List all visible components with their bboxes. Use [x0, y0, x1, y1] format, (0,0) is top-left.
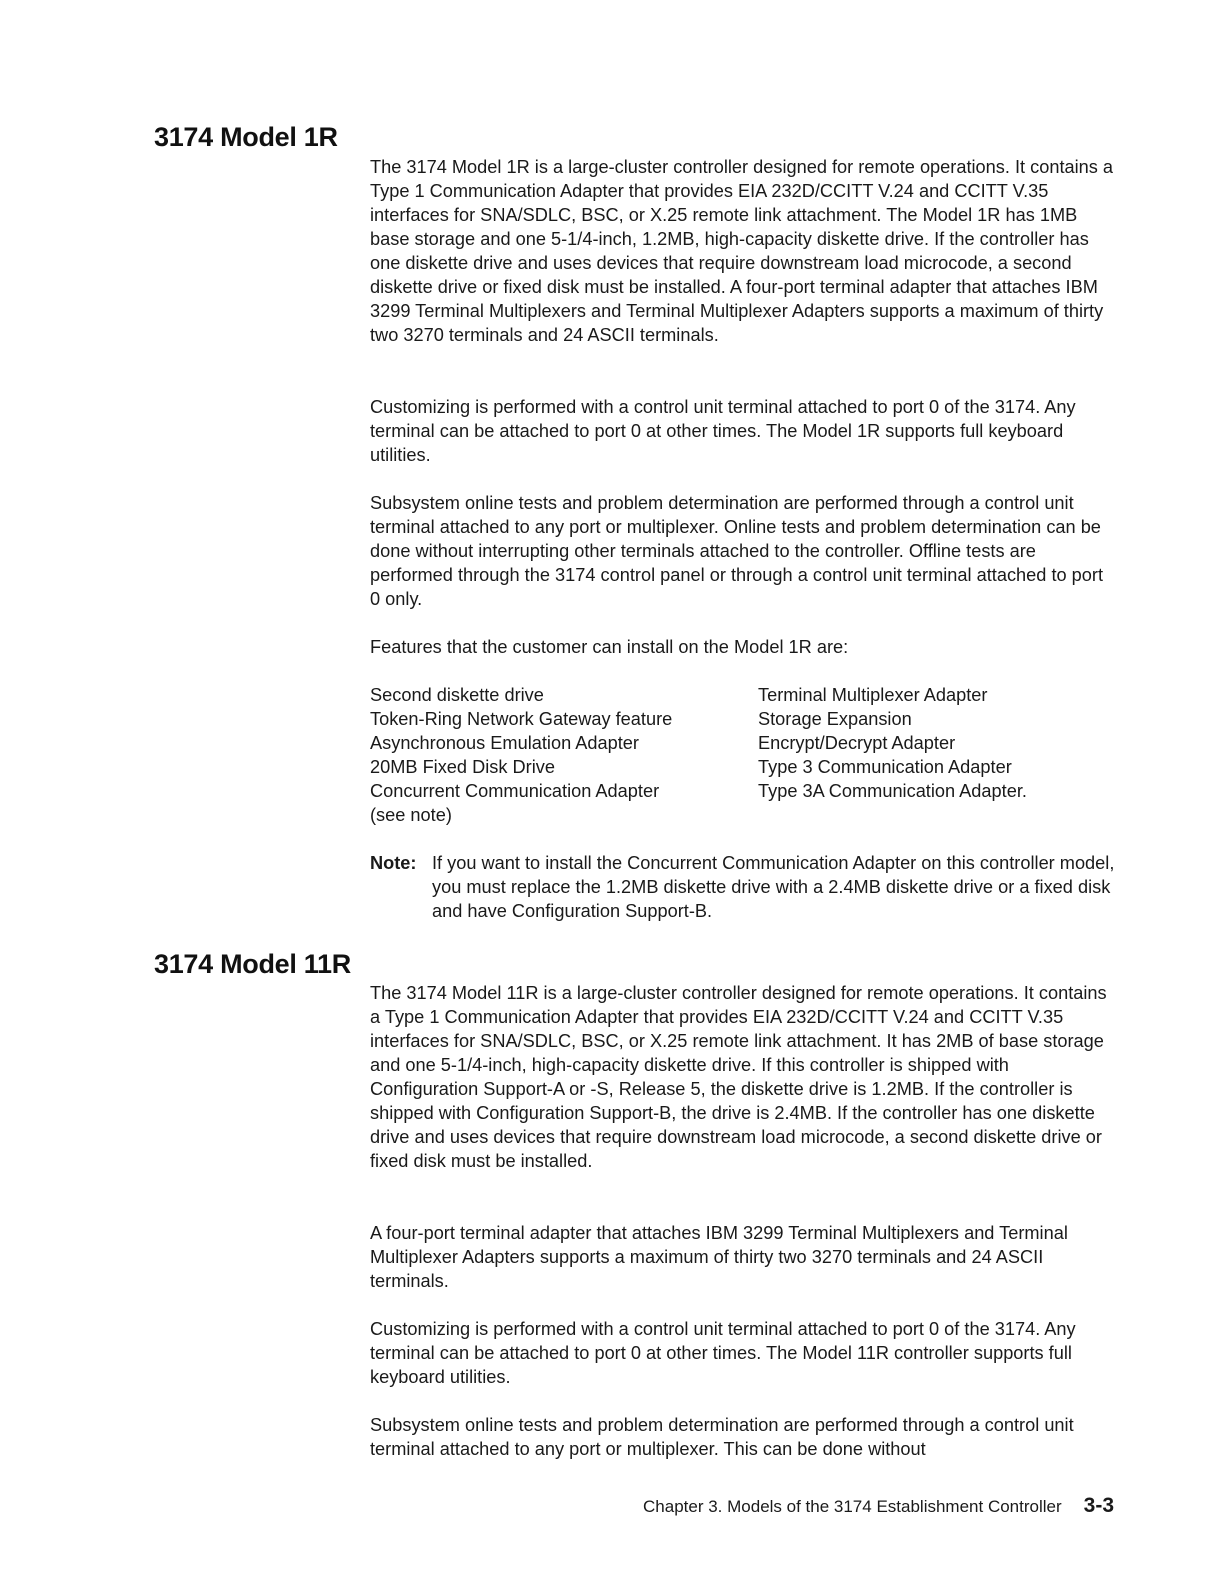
feature-item: 20MB Fixed Disk Drive	[370, 757, 555, 777]
feature-item: Token-Ring Network Gateway feature	[370, 709, 673, 729]
feature-item: Storage Expansion	[758, 709, 912, 729]
features-list	[370, 683, 1118, 827]
feature-item: Terminal Multiplexer Adapter	[758, 685, 988, 705]
features-column-left	[370, 683, 758, 827]
section-body-model-11r	[370, 981, 1118, 1461]
note-text: If you want to install the Concurrent Communication Adapter on this controller model, you must replace the 1.2MB diskette drive with a 2.4MB diskette drive or a fixed disk and have Configuration Support-B.	[432, 853, 1115, 921]
feature-item: Asynchronous Emulation Adapter	[370, 733, 639, 753]
note-label: Note:	[370, 853, 417, 873]
feature-item: Type 3A Communication Adapter.	[758, 781, 1027, 801]
section-heading-model-11r: 3174 Model 11R	[154, 949, 351, 979]
feature-item: Encrypt/Decrypt Adapter	[758, 733, 956, 753]
paragraph: Features that the customer can install on the Model 1R are:	[370, 637, 849, 657]
feature-item: Type 3 Communication Adapter	[758, 757, 1012, 777]
section-body-model-1r	[370, 155, 1118, 923]
paragraph: Customizing is performed with a control unit terminal attached to port 0 of the 3174. Any terminal can be attached to port 0 at other times. The Model 11R controller supports full keyboard utilities.	[370, 1319, 1076, 1387]
paragraph: Subsystem online tests and problem determination are performed through a control unit terminal attached to any port or multiplexer. This can be done without	[370, 1415, 1074, 1459]
feature-item: Second diskette drive	[370, 685, 544, 705]
paragraph: Subsystem online tests and problem determination are performed through a control unit terminal attached to any port or multiplexer. Online tests and problem determination can be done without interrupting other terminals attached to the controller. Offline tests are performed through the 3174 control panel or through a control unit terminal attached to port 0 only.	[370, 493, 1104, 609]
features-column-right	[758, 683, 1027, 827]
feature-item: Concurrent Communication Adapter	[370, 781, 660, 801]
page-footer	[643, 1494, 1114, 1518]
paragraph: The 3174 Model 1R is a large-cluster controller designed for remote operations. It contains a Type 1 Communication Adapter that provides EIA 232D/CCITT V.24 and CCITT V.35 interfaces for SNA/SDLC, BSC, or X.25 remote link attachment. The Model 1R has 1MB base storage and one 5-1/4-inch, 1.2MB, high-capacity diskette drive. If the controller has one diskette drive and uses devices that require downstream load microcode, a second diskette drive or fixed disk must be installed. A four-port terminal adapter that attaches IBM 3299 Terminal Multiplexers and Terminal Multiplexer Adapters supports a maximum of thirty two 3270 terminals and 24 ASCII terminals.	[370, 157, 1114, 345]
paragraph: Customizing is performed with a control unit terminal attached to port 0 of the 3174. Any terminal can be attached to port 0 at other times. The Model 1R supports full keyboard utilities.	[370, 397, 1076, 465]
paragraph: A four-port terminal adapter that attaches IBM 3299 Terminal Multiplexers and Terminal Multiplexer Adapters supports a maximum of thirty two 3270 terminals and 24 ASCII terminals.	[370, 1223, 1068, 1291]
feature-item: (see note)	[370, 805, 452, 825]
note	[370, 851, 1118, 923]
page-number: 3-3	[1083, 1494, 1114, 1517]
section-heading-model-1r: 3174 Model 1R	[154, 122, 338, 152]
footer-chapter-title: Chapter 3. Models of the 3174 Establishment Controller	[643, 1497, 1062, 1516]
paragraph: The 3174 Model 11R is a large-cluster controller designed for remote operations. It contains a Type 1 Communication Adapter that provides EIA 232D/CCITT V.24 and CCITT V.35 interfaces for SNA/SDLC, BSC, or X.25 remote link attachment. It has 2MB of base storage and one 5-1/4-inch, high-capacity diskette drive. If this controller is shipped with Configuration Support-A or -S, Release 5, the diskette drive is 1.2MB. If the controller is shipped with Configuration Support-B, the drive is 2.4MB. If the controller has one diskette drive and uses devices that require downstream load microcode, a second diskette drive or fixed disk must be installed.	[370, 983, 1107, 1171]
